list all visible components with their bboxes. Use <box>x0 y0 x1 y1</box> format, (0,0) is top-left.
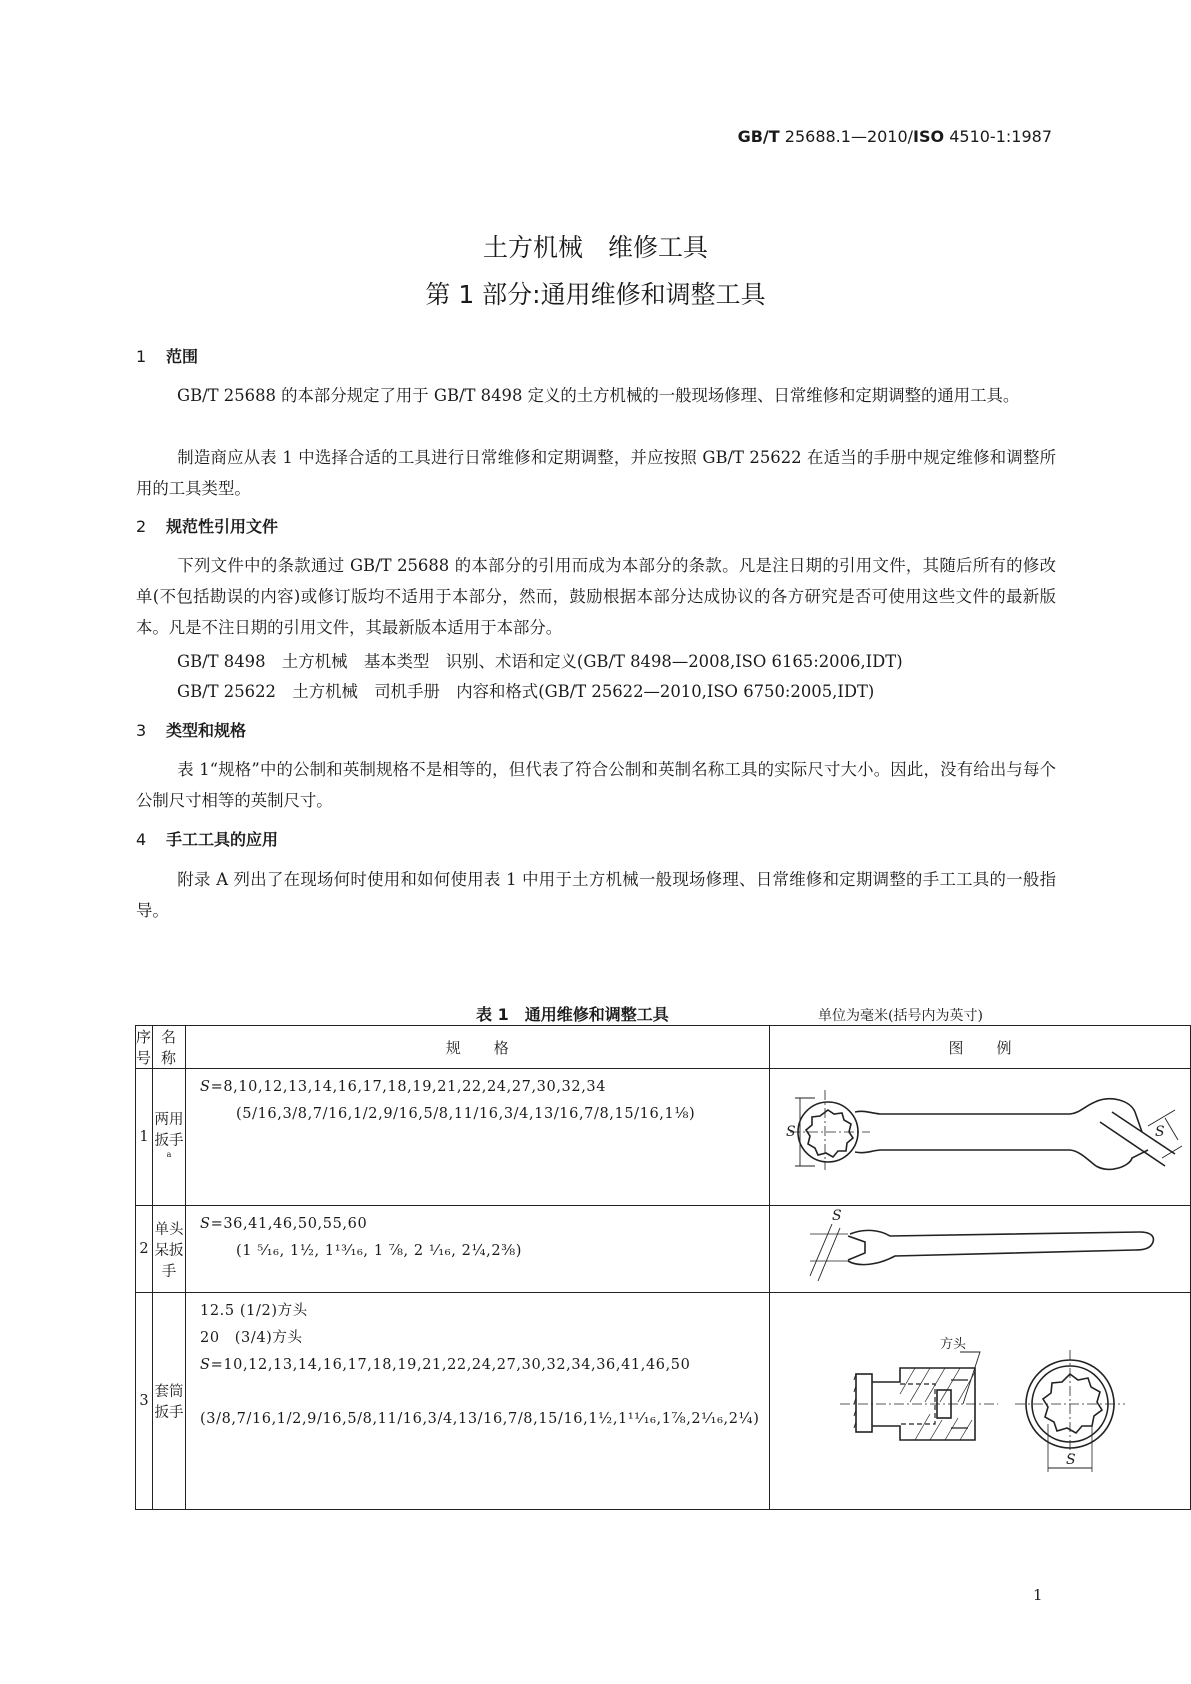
svg-text:S: S <box>1155 1124 1166 1140</box>
open-end-wrench-drawing <box>770 1206 1190 1288</box>
row-name: 两用扳手$^a$ <box>153 1069 186 1206</box>
section-heading-4: 4 手工工具的应用 <box>136 830 279 849</box>
table-row <box>136 1069 1191 1206</box>
section-heading-1: 1 范围 <box>136 347 199 366</box>
header-name: 名 称 <box>153 1026 186 1069</box>
tools-table <box>135 1025 1191 1510</box>
table-caption: 表 1 通用维修和调整工具 <box>476 1005 669 1024</box>
header-figure: 图 例 <box>770 1026 1191 1069</box>
row-spec: S=36,41,46,50,55,60 (1 ⁵⁄₁₆, 1½, 1¹³⁄₁₆, 1 ⅞, 2 ¹⁄₁₆, 2¼,2⅜) <box>186 1206 770 1293</box>
header-no: 序号 <box>136 1026 153 1069</box>
socket-wrench-drawing <box>770 1294 1190 1504</box>
svg-text:S: S <box>832 1208 843 1224</box>
section-1-paragraph-2: 制造商应从表 1 中选择合适的工具进行日常维修和定期调整，并应按照 GB/T 25622 在适当的手册中规定维修和调整所用的工具类型。 <box>136 448 1056 498</box>
row-spec: 12.5 (1/2)方头 20 (3/4)方头 S=10,12,13,14,16,17,18,19,21,22,24,27,30,32,34,36,41,46,50 (3/8,7/16,1/2,9/16,5/8,11/16,3/4,13/16,7/8,15/16,1½,1¹¹⁄₁₆,1⅞,2¹⁄₁₆,2¼) <box>186 1293 770 1510</box>
standard-code: GB/T 25688.1—2010/ISO 4510-1:1987 <box>737 127 1052 146</box>
section-heading-3: 3 类型和规格 <box>136 721 247 740</box>
section-3-paragraph: 表 1“规格”中的公制和英制规格不是相等的，但代表了符合公制和英制名称工具的实际尺寸大小。因此，没有给出与每个公制尺寸相等的英制尺寸。 <box>136 760 1056 810</box>
header-spec: 规 格 <box>186 1026 770 1069</box>
section-2-paragraph: 下列文件中的条款通过 GB/T 25688 的本部分的引用而成为本部分的条款。凡是注日期的引用文件，其随后所有的修改单(不包括勘误的内容)或修订版均不适用于本部分，然而，鼓励根据本部分达成协议的各方研究是否可使用这些文件的最新版本。凡是不注日期的引用文件，其最新版本适用于本部分。 <box>136 556 1056 637</box>
table-row <box>136 1206 1191 1293</box>
row-name: 单头呆扳手 <box>153 1206 186 1293</box>
section-4-paragraph: 附录 A 列出了在现场何时使用和如何使用表 1 中用于土方机械一般现场修理、日常维修和定期调整的手工工具的一般指导。 <box>136 870 1056 920</box>
row-figure <box>770 1206 1191 1293</box>
table-header-row <box>136 1026 1191 1069</box>
row-figure <box>770 1069 1191 1206</box>
normative-reference-1: GB/T 8498 土方机械 基本类型 识别、术语和定义(GB/T 8498—2008,ISO 6165:2006,IDT) <box>177 652 903 671</box>
row-name: 套筒扳手 <box>153 1293 186 1510</box>
page-number: 1 <box>1033 1586 1043 1604</box>
row-figure <box>770 1293 1191 1510</box>
combination-wrench-drawing <box>770 1070 1190 1200</box>
row-spec: S=8,10,12,13,14,16,17,18,19,21,22,24,27,30,32,34 (5/16,3/8,7/16,1/2,9/16,5/8,11/16,3/4,13/16,7/8,15/16,1⅛) <box>186 1069 770 1206</box>
row-no: 1 <box>136 1069 153 1206</box>
normative-reference-2: GB/T 25622 土方机械 司机手册 内容和格式(GB/T 25622—2010,ISO 6750:2005,IDT) <box>177 682 875 701</box>
row-no: 3 <box>136 1293 153 1510</box>
table-row <box>136 1293 1191 1510</box>
svg-text:S: S <box>1066 1452 1077 1468</box>
section-heading-2: 2 规范性引用文件 <box>136 517 279 536</box>
table-unit-note: 单位为毫米(括号内为英寸) <box>818 1008 983 1024</box>
svg-text:方头: 方头 <box>940 1337 967 1352</box>
document-title: 土方机械 维修工具 <box>482 233 708 262</box>
svg-text:S: S <box>786 1124 797 1140</box>
row-no: 2 <box>136 1206 153 1293</box>
section-1-paragraph-1: GB/T 25688 的本部分规定了用于 GB/T 8498 定义的土方机械的一般现场修理、日常维修和定期调整的通用工具。 <box>177 386 1020 405</box>
document-subtitle: 第 1 部分:通用维修和调整工具 <box>425 280 766 309</box>
